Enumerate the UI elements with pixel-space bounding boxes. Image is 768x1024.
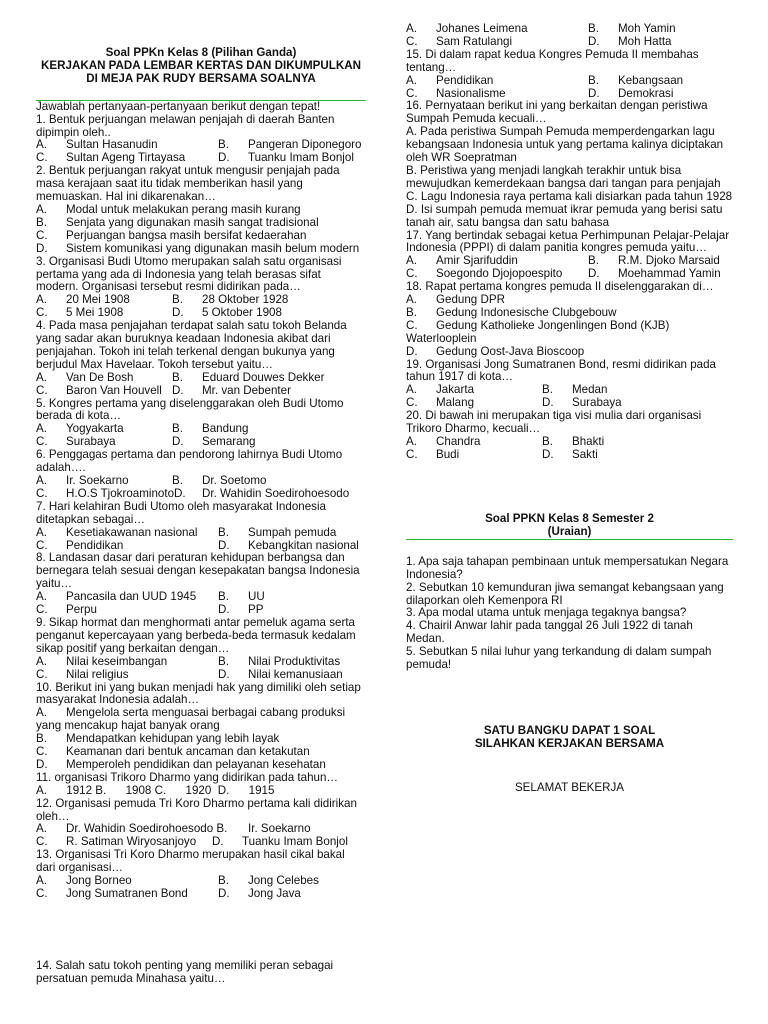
option-d: Kebangkitan nasional — [248, 538, 359, 552]
option-letter: C. — [406, 318, 418, 332]
option-letter: D. — [588, 267, 600, 281]
option-letter: A. — [36, 874, 47, 888]
option-letter: D. — [218, 538, 230, 552]
options-row — [406, 36, 736, 49]
option-letter: A. — [36, 422, 47, 436]
option-d: Moehammad Yamin — [618, 267, 721, 281]
left-column — [36, 0, 366, 901]
option-d: Jong Java — [248, 887, 301, 900]
options-inline: A. 1912 B. 1908 C. 1920 D. 1915 — [36, 783, 275, 797]
option-d: Gedung Oost-Java Bioscoop — [436, 344, 585, 358]
option-b: Bhakti — [572, 435, 605, 448]
option-letter: C. — [36, 151, 48, 165]
instruction-line-2: DI MEJA PAK RUDY BERSAMA SOALNYA — [86, 71, 316, 85]
options-row — [36, 527, 366, 540]
option-letter: B. — [172, 293, 183, 307]
option-c: Sultan Ageng Tirtayasa — [66, 151, 186, 165]
question-3: 3. Organisasi Budi Utomo merupakan salah satu organisasi pertama yang ada di Indonesia yang telah berasas sifat modern. Organisasi tersebut resmi didirikan pada… — [36, 254, 342, 294]
option-letter: D. — [542, 447, 554, 461]
option-letter: D. — [218, 603, 230, 617]
question-6: 6. Penggagas pertama dan pendorong lahirnya Budi Utomo adalah…. — [36, 448, 343, 475]
options-row — [406, 436, 736, 449]
option-letter: C. — [36, 835, 48, 849]
options-row — [36, 372, 366, 385]
option-b: Pangeran Diponegoro — [248, 138, 362, 152]
option-a: Pendidikan — [436, 73, 494, 87]
question-20: 20. Di bawah ini merupakan tiga visi mulia dari organisasi Trikoro Dharmo, kecuali… — [406, 409, 702, 436]
question-16: 16. Pernyataan berikut ini yang berkaitan dengan peristiwa Sumpah Pemuda kecuali… — [406, 99, 708, 126]
question-12: 12. Organisasi pemuda Tri Koro Dharmo pertama kali didirikan oleh… — [36, 796, 357, 823]
footer-line-2: SILAHKAN KERJAKAN BERSAMA — [474, 736, 665, 750]
intro-text: Jawablah pertanyaan-pertanyaan berikut dengan tepat! — [36, 99, 321, 113]
option-letter: B. — [218, 525, 229, 539]
option-letter: B. — [542, 383, 553, 397]
question-9: 9. Sikap hormat dan menghormati antar pemeluk agama serta penganut kepercayaan yang berbeda-beda termasuk kedalam sikap positif yang berkaitan dengan… — [36, 615, 356, 655]
option-letter: D. — [36, 241, 48, 255]
option-c-block — [406, 320, 736, 346]
option-letter: A. — [36, 202, 47, 216]
footer-line-1: SATU BANGKU DAPAT 1 SOAL — [483, 724, 656, 737]
option-letter: D. — [588, 86, 600, 100]
option-b: Kebangsaan — [618, 73, 684, 87]
option-d: Surabaya — [572, 396, 622, 410]
option-d: PP — [248, 603, 264, 617]
option-d: D. Isi sumpah pemuda memuat ikrar pemuda yang berisi satu tanah air, satu bangsa dan satu bahasa — [406, 202, 723, 229]
option-b: R.M. Djoko Marsaid — [618, 254, 720, 268]
option-letter: A. — [36, 706, 47, 720]
option-c: Perpu — [66, 603, 97, 617]
option-c: Nilai religius — [66, 667, 129, 681]
option-c: H.O.S TjokroaminotoD. — [66, 486, 186, 500]
question-17: 17. Yang bertindak sebagai ketua Perhimpunan Pelajar-Pelajar Indonesia (PPPI) di dalam panitia kongres pemuda yaitu… — [406, 228, 730, 255]
option-c: Pendidikan — [66, 538, 124, 552]
option-letter: C. — [36, 603, 48, 617]
option-a-block — [36, 707, 366, 733]
option-letter: B. — [588, 254, 599, 268]
option-letter: A. — [406, 73, 417, 87]
option-d: Dr. Wahidin Soedirohoesodo — [202, 486, 350, 500]
option-a: Gedung DPR — [436, 293, 505, 307]
option-letter: C. — [406, 396, 418, 410]
option-letter: C. — [406, 267, 418, 281]
option-d: Tuanku Imam Bonjol — [248, 151, 354, 165]
option-letter: B. — [36, 732, 47, 746]
option-a: Jakarta — [436, 383, 475, 397]
option-letter: D. — [588, 34, 600, 48]
question-4: 4. Pada masa penjajahan terdapat salah satu tokoh Belanda yang sadar akan buruknya keadaan Indonesia akibat dari penjajahan. Tokoh ini telah terkenal dengan bukunya yang berjudul Max Havelaar. Tokoh tersebut yaitu… — [36, 319, 347, 371]
option-letter: A. — [36, 590, 47, 604]
option-c: Baron Van Houvell — [66, 383, 162, 397]
option-letter: B. — [218, 874, 229, 888]
option-d: Tuanku Imam Bonjol — [242, 835, 348, 849]
option-letter: B. — [218, 138, 229, 152]
option-letter: D. — [212, 835, 224, 849]
question-8: 8. Landasan dasar dari peraturan kehidupan berbangsa dan bernegara telah sesuai dengan kesepakatan bangsa Indonesia yaitu… — [36, 551, 360, 591]
option-c: Malang — [436, 396, 475, 410]
essay-item: 5. Sebutkan 5 nilai luhur yang terkandung di dalam sumpah pemuda! — [406, 645, 712, 672]
option-a: Jong Borneo — [66, 874, 132, 888]
option-letter: D. — [218, 667, 230, 681]
options-row — [406, 75, 736, 88]
option-a: Sultan Hasanudin — [66, 138, 158, 152]
question-10: 10. Berikut ini yang bukan menjadi hak yang dimiliki oleh setiap masyarakat Indonesia adalah… — [36, 680, 361, 707]
option-b: Eduard Douwes Dekker — [202, 370, 325, 384]
option-letter: A. — [36, 654, 47, 668]
essay-item: 2. Sebutkan 10 kemunduran jiwa semangat kebangsaan yang dilaporkan oleh Kemenpora RI — [406, 580, 724, 607]
essay-item: 3. Apa modal utama untuk menjaga tegaknya bangsa? — [406, 606, 687, 620]
option-d: Semarang — [202, 435, 256, 449]
document-title: Soal PPKn Kelas 8 (Pilihan Ganda) — [105, 46, 297, 59]
question-18: 18. Rapat pertama kongres pemuda II diselenggarakan di… — [406, 280, 714, 294]
option-letter: A. — [406, 254, 417, 268]
option-letter: D. — [218, 151, 230, 165]
footer-notes — [406, 725, 733, 795]
option-letter: C. — [36, 228, 48, 242]
option-a: A. Pada peristiwa Sumpah Pemuda memperdengarkan lagu kebangsaan Indonesia untuk yang pertama kalinya diciptakan oleh WR Soepratman — [406, 125, 724, 165]
question-15: 15. Di dalam rapat kedua Kongres Pemuda II membahas tentang… — [406, 47, 699, 74]
option-letter: A. — [36, 822, 47, 836]
option-letter: C. — [36, 306, 48, 320]
option-c: Budi — [436, 447, 460, 461]
option-b: Jong Celebes — [248, 874, 319, 888]
options-row — [36, 488, 366, 501]
options-row — [36, 385, 366, 398]
instruction-line-1: KERJAKAN PADA LEMBAR KERTAS DAN DIKUMPULKAN — [41, 58, 361, 72]
option-c: Nasionalisme — [436, 86, 506, 100]
option-a: Modal untuk melakukan perang masih kurang — [66, 202, 301, 216]
option-b: B. Peristiwa yang menjadi langkah terakhir untuk bisa mewujudkan kemerdekaan bangsa dari tangan para penjajah — [406, 163, 721, 190]
question-2: 2. Bentuk perjuangan rakyat untuk mengusir penjajah pada masa kerajaan saat itu tidak memberikan hasil yang memuaskan. Hal ini dikarenakan… — [36, 164, 340, 204]
option-letter: B. — [172, 422, 183, 436]
option-c: 5 Mei 1908 — [66, 306, 124, 320]
option-letter: A. — [36, 370, 47, 384]
option-letter: D. — [36, 757, 48, 771]
right-column — [406, 0, 736, 462]
option-d: Nilai kemanusiaan — [248, 667, 343, 681]
option-c: Perjuangan bangsa masih bersifat kedaerahan — [66, 228, 307, 242]
option-b: Gedung Indonesische Clubgebouw — [436, 305, 617, 319]
option-c: Surabaya — [66, 435, 116, 449]
option-b: Senjata yang digunakan masih sangat tradisional — [66, 215, 319, 229]
option-letter: C. — [36, 887, 48, 900]
option-c: Jong Sumatranen Bond — [66, 887, 188, 900]
option-letter: B. — [172, 370, 183, 384]
option-d: Memperoleh pendidikan dan pelayanan kesehatan — [66, 757, 326, 771]
option-letter: B. — [218, 590, 229, 604]
option-letter: D. — [406, 344, 418, 358]
option-c: C. Lagu Indonesia raya pertama kali disiarkan pada tahun 1928 — [406, 189, 733, 203]
option-letter: B. — [172, 474, 183, 487]
options-row — [36, 669, 366, 682]
option-letter: C. — [406, 34, 418, 48]
option-letter: B. — [588, 73, 599, 87]
question-14: 14. Salah satu tokoh penting yang memiliki peran sebagai persatuan pemuda Minahasa yaitu… — [36, 959, 334, 985]
option-letter: C. — [36, 667, 48, 681]
option-letter: C. — [406, 86, 418, 100]
option-letter: A. — [406, 22, 417, 35]
option-d: Mr. van Debenter — [202, 383, 291, 397]
option-letter: A. — [406, 293, 417, 307]
options-row — [36, 475, 366, 488]
option-b: Sumpah pemuda — [248, 525, 337, 539]
option-b: 28 Oktober 1928 — [202, 293, 289, 307]
option-letter: B. — [406, 305, 417, 319]
essay-item: 4. Chairil Anwar lahir pada tanggal 26 Juli 1922 di tanah Medan. — [406, 619, 693, 646]
essay-title: Soal PPKN Kelas 8 Semester 2 — [485, 512, 654, 525]
option-letter: C. — [36, 435, 48, 449]
options-row — [36, 656, 366, 669]
option-letter: A. — [36, 138, 47, 152]
question-13: 13. Organisasi Tri Koro Dharmo merupakan hasil cikal bakal dari organisasi… — [36, 848, 345, 875]
option-letter: D. — [172, 383, 184, 397]
option-b: Dr. Soetomo — [202, 474, 267, 487]
option-letter: C. — [36, 486, 48, 500]
option-b: Nilai Produktivitas — [248, 654, 341, 668]
option-a: Van De Bosh — [66, 370, 134, 384]
option-letter: D. — [218, 887, 230, 900]
option-letter: C. — [406, 447, 418, 461]
question-5: 5. Kongres pertama yang diselenggarakan oleh Budi Utomo berada di kota… — [36, 396, 344, 423]
question-19: 19. Organisasi Jong Sumatranen Bond, resmi didirikan pada tahun 1917 di kota… — [406, 357, 716, 384]
option-b: Moh Yamin — [618, 22, 676, 35]
option-b: Medan — [572, 383, 608, 397]
option-a: Ir. Soekarno — [66, 474, 129, 487]
option-b: Ir. Soekarno — [248, 822, 311, 836]
option-c: Sam Ratulangi — [436, 34, 513, 48]
option-letter: D. — [542, 396, 554, 410]
question-11: 11. organisasi Trikoro Dharmo yang didirikan pada tahun… — [36, 770, 339, 784]
options-row — [406, 449, 736, 462]
option-letter: B. — [588, 22, 599, 35]
option-letter: D. — [172, 306, 184, 320]
option-letter: C. — [36, 383, 48, 397]
option-a: Mengelola serta menguasai berbagai cabang produksi yang mencakup hajat banyak orang — [36, 706, 346, 733]
option-letter: A. — [36, 525, 47, 539]
option-a: 20 Mei 1908 — [66, 293, 130, 307]
question-1: 1. Bentuk perjuangan melawan penjajah di daerah Banten dipimpin oleh.. — [36, 112, 335, 139]
option-letter: C. — [36, 745, 48, 759]
option-c: R. Satiman Wiryosanjoyo — [66, 835, 197, 849]
option-a: Johanes Leimena — [436, 22, 528, 35]
option-d: Moh Hatta — [618, 34, 672, 48]
option-d: Sistem komunikasi yang digunakan masih belum modern — [66, 241, 360, 255]
option-a: Amir Sjarifuddin — [436, 254, 518, 268]
options-row — [36, 888, 366, 901]
option-a: Yogyakarta — [66, 422, 124, 436]
option-d: Demokrasi — [618, 86, 674, 100]
option-a: Dr. Wahidin Soedirohoesodo B. — [66, 822, 228, 836]
option-c: Gedung Katholieke Jongenlingen Bond (KJB) Waterlooplein — [406, 318, 670, 345]
option-letter: A. — [406, 435, 417, 448]
option-b: Mendapatkan kehidupan yang lebih layak — [66, 732, 280, 746]
option-letter: A. — [36, 293, 47, 307]
option-letter: B. — [542, 435, 553, 448]
option-letter: A. — [36, 474, 47, 487]
option-a: Chandra — [436, 435, 481, 448]
option-d: Sakti — [572, 447, 598, 461]
option-letter: C. — [36, 538, 48, 552]
option-b: Bandung — [202, 422, 249, 436]
option-a: Kesetiakawanan nasional — [66, 525, 198, 539]
option-a: Pancasila dan UUD 1945 — [66, 590, 197, 604]
essay-section — [406, 513, 733, 672]
option-letter: A. — [406, 383, 417, 397]
option-c: Keamanan dari bentuk ancaman dan ketakutan — [66, 745, 310, 759]
option-letter: B. — [36, 215, 47, 229]
option-c: Soegondo Djojopoespito — [436, 267, 563, 281]
closing-text: SELAMAT BEKERJA — [514, 780, 625, 794]
option-letter: D. — [172, 435, 184, 449]
question-7: 7. Hari kelahiran Budi Utomo oleh masyarakat Indonesia ditetapkan sebagai… — [36, 499, 326, 526]
option-b: UU — [248, 590, 265, 604]
option-a: Nilai keseimbangan — [66, 654, 168, 668]
essay-item: 1. Apa saja tahapan pembinaan untuk mempersatukan Negara Indonesia? — [406, 554, 729, 581]
option-d: 5 Oktober 1908 — [202, 306, 282, 320]
essay-subtitle: (Uraian) — [547, 524, 592, 538]
option-letter: B. — [218, 654, 229, 668]
options-row — [406, 23, 736, 36]
